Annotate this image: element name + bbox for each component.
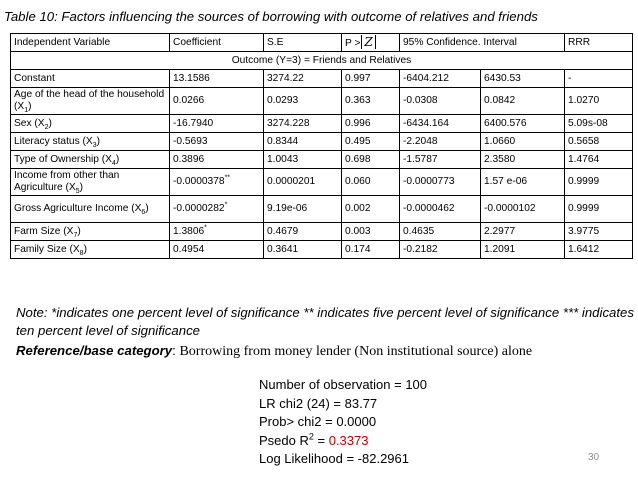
variable-tail: ) — [28, 101, 32, 112]
variable-label: Constant — [14, 72, 55, 84]
cell-value: 0.996 — [345, 117, 371, 129]
cell-rrr — [565, 133, 633, 151]
variable-name — [11, 241, 170, 259]
variable-tail: ) — [83, 243, 87, 255]
header-coefficient: Coefficient — [170, 34, 264, 52]
cell-coef — [170, 241, 264, 259]
cell-ci-low — [400, 223, 481, 241]
table-row — [11, 151, 633, 169]
cell-value: 1.2091 — [484, 243, 516, 255]
significance-note: Note: *indicates one percent level of significance ** indicates five percent level of significance *** indicates ten percent level of significance — [16, 305, 634, 338]
cell-ci-low — [400, 88, 481, 115]
variable-subscript: 1 — [24, 107, 29, 115]
cell-coef — [170, 169, 264, 196]
pseudo-r2-eq: = — [313, 432, 329, 448]
cell-rrr — [565, 169, 633, 196]
regression-table — [10, 33, 633, 259]
table-title: Table 10: Factors influencing the sources of borrowing with outcome of relatives and friends — [4, 9, 538, 24]
cell-value: -1.5787 — [403, 153, 438, 165]
pseudo-r2-label: Psedo R — [259, 432, 309, 448]
cell-ci-high — [481, 133, 565, 151]
stat-log-likelihood: Log Likelihood = -82.2961 — [259, 451, 409, 466]
pseudo-r2-sup: 2 — [308, 431, 314, 442]
model-statistics — [259, 376, 427, 469]
stat-lr-chi2: LR chi2 (24) = 83.77 — [259, 395, 378, 411]
cell-p — [342, 223, 400, 241]
stat-prob-chi2: Prob> chi2 = 0.0000 — [259, 414, 377, 429]
cell-coef — [170, 115, 264, 133]
stat-observations: Number of observation = 100 — [259, 377, 428, 392]
variable-label: Gross Agriculture Income (X — [14, 203, 142, 214]
variable-label: Age of the head of the household (X — [14, 89, 165, 112]
cell-se — [264, 133, 342, 151]
cell-value: 0.060 — [345, 176, 371, 187]
variable-name — [11, 70, 170, 88]
header-p-prefix: P > — [345, 37, 361, 49]
cell-value: 9.19e-06 — [267, 203, 308, 214]
table-row — [11, 133, 633, 151]
cell-ci-high — [481, 196, 565, 223]
cell-value: -0.0308 — [403, 95, 438, 106]
stat-pseudo-r2 — [259, 432, 427, 451]
cell-se — [264, 70, 342, 88]
cell-value: 0.3641 — [267, 243, 299, 255]
variable-tail: ) — [79, 182, 84, 193]
cell-value: -6404.212 — [403, 72, 449, 84]
cell-coef — [170, 70, 264, 88]
variable-subscript: 7 — [73, 231, 78, 239]
variable-subscript: 5 — [75, 188, 80, 196]
variable-label: Farm Size (X — [14, 225, 74, 237]
cell-p — [342, 151, 400, 169]
variable-tail: ) — [77, 225, 81, 237]
cell-coef — [170, 223, 264, 241]
cell-value: 13.1586 — [173, 72, 210, 84]
cell-value: 1.6412 — [568, 243, 600, 255]
cell-ci-low — [400, 196, 481, 223]
cell-p — [342, 70, 400, 88]
cell-value: 0.363 — [345, 95, 371, 106]
significance-marker: * — [204, 224, 207, 232]
cell-ci-low — [400, 169, 481, 196]
cell-p — [342, 241, 400, 259]
cell-value: 1.4764 — [568, 153, 600, 165]
variable-tail: ) — [145, 203, 149, 214]
header-ci: 95% Confidence. Interval — [400, 34, 565, 52]
cell-se — [264, 115, 342, 133]
variable-label: Type of Ownership (X — [14, 153, 112, 165]
cell-value: 0.5658 — [568, 135, 600, 147]
cell-ci-high — [481, 151, 565, 169]
cell-value: 0.698 — [345, 153, 371, 165]
cell-ci-low — [400, 151, 481, 169]
header-se: S.E — [264, 34, 342, 52]
table-row — [11, 241, 633, 259]
pseudo-r2-value: 0.3373 — [328, 432, 369, 448]
cell-value: - — [568, 72, 572, 84]
cell-coef — [170, 151, 264, 169]
variable-subscript: 4 — [111, 159, 116, 167]
header-row — [11, 34, 633, 52]
cell-value: -0.0000773 — [403, 176, 455, 187]
variable-name — [11, 88, 170, 115]
cell-rrr — [565, 196, 633, 223]
cell-value: 1.57 e-06 — [484, 176, 528, 187]
cell-rrr — [565, 70, 633, 88]
variable-label: Literacy status (X — [14, 135, 93, 147]
significance-marker: * — [224, 201, 228, 209]
variable-name — [11, 169, 170, 196]
variable-label: Income from other than Agriculture (X — [14, 170, 120, 193]
cell-ci-high — [481, 70, 565, 88]
variable-subscript: 8 — [79, 249, 84, 257]
cell-value: 0.4679 — [267, 225, 299, 237]
variable-label: Family Size (X — [14, 243, 80, 255]
cell-ci-low — [400, 115, 481, 133]
cell-value: 0.4635 — [403, 225, 435, 237]
outcome-label: Outcome (Y=3) = Friends and Relatives — [11, 52, 633, 70]
cell-rrr — [565, 241, 633, 259]
cell-value: 0.3896 — [173, 153, 205, 165]
reference-value: Borrowing from money lender (Non institutional source) alone — [179, 344, 533, 359]
cell-value: 0.0000201 — [267, 176, 316, 187]
cell-ci-high — [481, 169, 565, 196]
cell-value: 3.9775 — [568, 225, 600, 237]
table-row — [11, 196, 633, 223]
cell-rrr — [565, 88, 633, 115]
cell-value: 0.174 — [345, 243, 371, 255]
cell-value: 0.002 — [345, 203, 371, 214]
cell-value: 0.9999 — [568, 176, 600, 187]
header-variable: Independent Variable — [11, 34, 170, 52]
table-row — [11, 88, 633, 115]
cell-value: -0.0000282 — [173, 203, 225, 214]
cell-p — [342, 133, 400, 151]
cell-value: 1.0270 — [568, 95, 600, 106]
cell-value: 1.3806 — [173, 225, 205, 237]
reference-category — [16, 343, 636, 360]
header-p — [342, 34, 400, 52]
cell-value: 1.0660 — [484, 135, 516, 147]
outcome-row — [11, 52, 633, 70]
cell-p — [342, 169, 400, 196]
cell-coef — [170, 88, 264, 115]
variable-name — [11, 196, 170, 223]
cell-ci-high — [481, 241, 565, 259]
reference-label: Reference/base category — [16, 343, 173, 358]
variable-subscript: 6 — [141, 209, 146, 217]
cell-p — [342, 88, 400, 115]
cell-ci-low — [400, 241, 481, 259]
cell-value: -2.2048 — [403, 135, 438, 147]
cell-value: 2.3580 — [484, 153, 516, 165]
cell-se — [264, 169, 342, 196]
cell-value: 0.003 — [345, 225, 371, 237]
cell-ci-high — [481, 88, 565, 115]
cell-value: 3274.22 — [267, 72, 304, 84]
cell-coef — [170, 196, 264, 223]
cell-se — [264, 223, 342, 241]
cell-value: 0.997 — [345, 72, 371, 84]
variable-tail: ) — [96, 135, 101, 147]
variable-label: Sex (X — [14, 117, 45, 129]
cell-value: -0.0000378 — [173, 176, 225, 187]
cell-value: 0.0842 — [484, 95, 516, 106]
cell-value: 0.9999 — [568, 203, 600, 214]
cell-p — [342, 115, 400, 133]
cell-value: 0.8344 — [267, 135, 299, 147]
cell-value: 0.0266 — [173, 95, 205, 106]
variable-subscript: 2 — [44, 123, 49, 131]
cell-value: -0.0000102 — [484, 203, 536, 214]
variable-name — [11, 133, 170, 151]
reference-colon: : — [172, 343, 180, 358]
variable-name — [11, 115, 170, 133]
cell-value: 2.2977 — [484, 225, 516, 237]
page-number: 30 — [588, 452, 600, 463]
table-row — [11, 70, 633, 88]
cell-value: -6434.164 — [403, 117, 449, 129]
cell-rrr — [565, 115, 633, 133]
variable-tail: ) — [48, 117, 52, 129]
cell-value: -0.2182 — [403, 243, 438, 255]
cell-se — [264, 88, 342, 115]
variable-tail: ) — [115, 153, 120, 165]
variable-subscript: 3 — [92, 141, 97, 149]
cell-p — [342, 196, 400, 223]
cell-rrr — [565, 151, 633, 169]
cell-value: 0.495 — [345, 135, 371, 147]
cell-value: 6400.576 — [484, 117, 527, 129]
cell-value: -0.0000462 — [403, 203, 455, 214]
header-p-symbol: Z — [361, 35, 375, 49]
cell-ci-low — [400, 133, 481, 151]
table-row — [11, 169, 633, 196]
cell-coef — [170, 133, 264, 151]
cell-rrr — [565, 223, 633, 241]
cell-value: 5.09s-08 — [568, 117, 608, 129]
cell-se — [264, 241, 342, 259]
cell-value: 1.0043 — [267, 153, 299, 165]
cell-value: 3274.228 — [267, 117, 310, 129]
variable-name — [11, 151, 170, 169]
variable-name — [11, 223, 170, 241]
header-rrr: RRR — [565, 34, 633, 52]
cell-ci-high — [481, 223, 565, 241]
table-row — [11, 223, 633, 241]
cell-value: -16.7940 — [173, 117, 214, 129]
cell-value: 6430.53 — [484, 72, 521, 84]
table-row — [11, 115, 633, 133]
cell-value: 0.4954 — [173, 243, 205, 255]
cell-value: -0.5693 — [173, 135, 208, 147]
cell-se — [264, 151, 342, 169]
cell-ci-low — [400, 70, 481, 88]
cell-se — [264, 196, 342, 223]
cell-value: 0.0293 — [267, 95, 299, 106]
significance-marker: ** — [224, 174, 231, 182]
cell-ci-high — [481, 115, 565, 133]
